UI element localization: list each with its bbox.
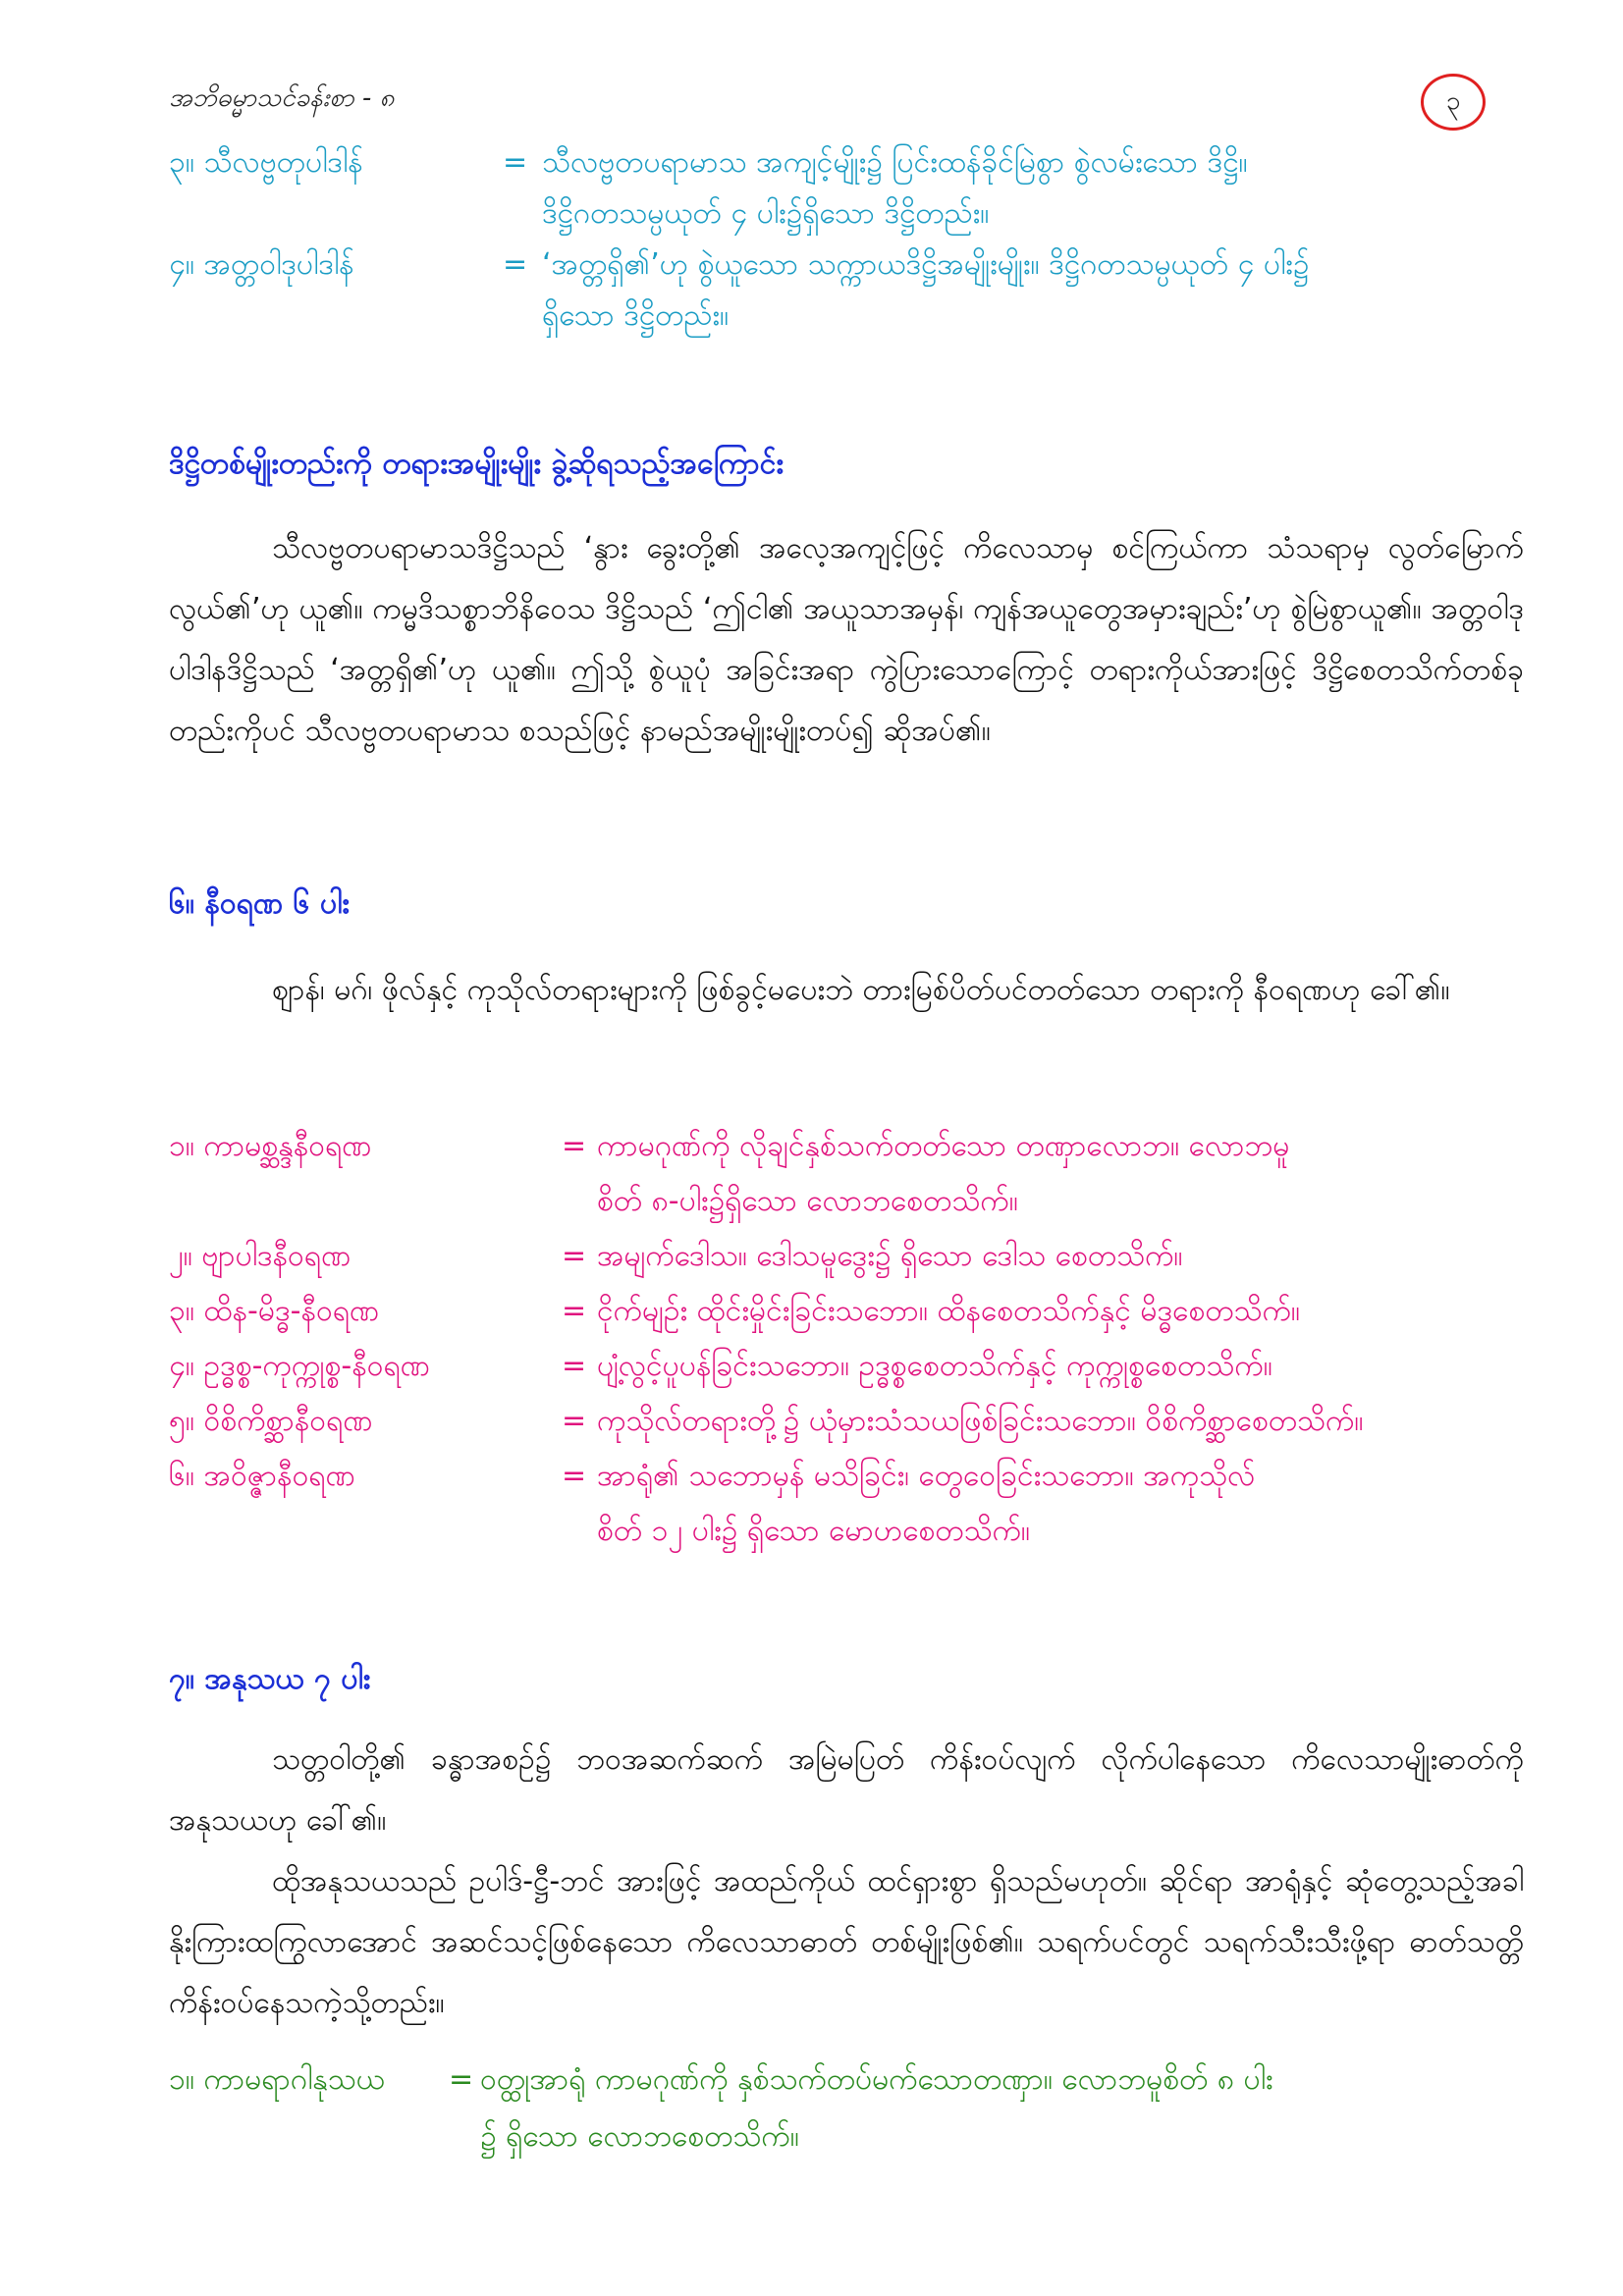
- running-head: အဘိဓမ္မာသင်ခန်းစာ - ၈: [169, 83, 395, 113]
- list-item: [169, 1449, 1524, 1559]
- section-paragraph: ထိုအနုသယသည် ဥပါဒ်-ဋ္ဌီ-ဘင် အားဖြင့် အထည်ကိုယ် ထင်ရှားစွာ ရှိသည်မဟုတ်။ ဆိုင်ရာ အာရုံနှင့် ဆုံတွေ့သည့်အခါ နိုးကြားထကြွလာအောင် အဆင်သင့်ဖြစ်နေသော ကိလေသာဓာတ် တစ်မျိုးဖြစ်၏။ သရက်ပင်တွင် သရက်သီးသီးဖို့ရာ ဓာတ်သတ္တိ ကိန်းဝပ်နေသကဲ့သို့တည်း။: [169, 1864, 1524, 2020]
- item-separator: =: [562, 1239, 587, 1273]
- section-paragraph: ဈာန်၊ မဂ်၊ ဖိုလ်နှင့် ကုသိုလ်တရားများကို ဖြစ်ခွင့်မပေးဘဲ တားမြစ်ပိတ်ပင်တတ်သော တရားကို နီဝရဏဟု ခေါ်၏။: [272, 973, 1450, 1007]
- item-body: အမျက်ဒေါသ။ ဒေါသမူဒွေး၌ ရှိသော ဒေါသ စေတသိက်။: [597, 1239, 1183, 1273]
- item-body: ပျံ့လွင့်ပူပန်ခြင်းသဘော။ ဥဒ္ဓစ္စစေတသိက်နှင့် ကုက္ကုစ္စစေတသိက်။: [597, 1349, 1272, 1383]
- definition-line: ရှိသော ဒိဋ္ဌိတည်း။: [542, 298, 730, 333]
- item-term: ၁။ ကာမရာဂါနုသယ: [169, 2062, 385, 2097]
- page-number: ၃: [1445, 85, 1461, 116]
- list-item: [169, 1119, 1524, 1229]
- item-line: ၌ ရှိသော လောဘစေတသိက်။: [480, 2119, 799, 2154]
- definition-term: ၃။ သီလဗ္ဗတုပါဒါန်: [169, 145, 363, 180]
- item-term: ၃။ ထိန-မိဒ္ဓ-နီဝရဏ: [169, 1294, 380, 1328]
- anusaya-list: [169, 2052, 1524, 2165]
- item-separator: =: [562, 1129, 587, 1163]
- section-heading: ဒိဋ္ဌိတစ်မျိုးတည်းကို တရားအမျိုးမျိုး ခွဲ့ဆိုရသည့်အကြောင်း: [169, 447, 784, 481]
- section-heading: ၆။ နီဝရဏ ၆ ပါး: [169, 886, 350, 921]
- definition-line: သီလဗ္ဗတပရာမာသ အကျင့်မျိုး၌ ပြင်းထန်ခိုင်မြဲစွာ စွဲလမ်းသော ဒိဋ္ဌိ။: [542, 145, 1248, 180]
- item-line: စိတ် ၈-ပါး၌ရှိသော လောဘစေတသိက်။: [597, 1184, 1018, 1218]
- item-separator: =: [562, 1404, 587, 1438]
- item-term: ၅။ ဝိစိကိစ္ဆာနီဝရဏ: [169, 1404, 373, 1438]
- section-heading: ၇။ အနုသယ ၇ ပါး: [169, 1662, 371, 1696]
- item-term: ၂။ ဗျာပါဒနီဝရဏ: [169, 1239, 352, 1273]
- upadana-definitions: [169, 137, 1524, 342]
- item-body: [480, 2052, 1524, 2165]
- item-body: ငိုက်မျဉ်း ထိုင်းမှိုင်းခြင်းသဘော။ ထိနစေတသိက်နှင့် မိဒ္ဓစေတသိက်။: [597, 1294, 1301, 1328]
- item-separator: =: [562, 1294, 587, 1328]
- definition-body: [542, 137, 1524, 240]
- item-term: ၆။ အဝိဇ္ဇာနီဝရဏ: [169, 1459, 355, 1493]
- item-body: ကုသိုလ်တရားတို့၌ ယုံမှားသံသယဖြစ်ခြင်းသဘော။ ဝိစိကိစ္ဆာစေတသိက်။: [597, 1404, 1364, 1438]
- list-item: [169, 1394, 1524, 1449]
- item-term: ၄။ ဥဒ္ဓစ္စ-ကုက္ကုစ္စ-နီဝရဏ: [169, 1349, 431, 1383]
- definition-separator: =: [503, 247, 528, 282]
- item-line: ကာမဂုဏ်ကို လိုချင်နှစ်သက်တတ်သော တဏှာလောဘ။ လောဘမူ: [597, 1129, 1290, 1163]
- section-paragraph: သီလဗ္ဗတပရာမာသဒိဋ္ဌိသည် ‘နွား ခွေးတို့၏ အလေ့အကျင့်ဖြင့် ကိလေသာမှ စင်ကြယ်ကာ သံသရာမှ လွတ်မြောက်လွယ်၏’ဟု ယူ၏။ ကမ္မဒိသစ္စာဘိနိဝေသ ဒိဋ္ဌိသည် ‘ဤငါ၏ အယူသာအမှန်၊ ကျန်အယူတွေအမှားချည်း’ဟု စွဲမြဲစွာယူ၏။ အတ္တဝါဒုပါဒါနဒိဋ္ဌိသည် ‘အတ္တရှိ၏’ဟု ယူ၏။ ဤသို့ စွဲယူပုံ အခြင်းအရာ ကွဲပြားသောကြောင့် တရားကိုယ်အားဖြင့် ဒိဋ္ဌိစေတသိက်တစ်ခုတည်းကိုပင် သီလဗ္ဗတပရာမာသ စသည်ဖြင့် နာမည်အမျိုးမျိုးတပ်၍ ဆိုအပ်၏။: [169, 531, 1524, 748]
- item-separator: =: [562, 1349, 587, 1383]
- definition-line: ‘အတ္တရှိ၏’ဟု စွဲယူသော သက္ကာယဒိဋ္ဌိအမျိုးမျိုး။ ဒိဋ္ဌိဂတသမ္ပယုတ် ၄ ပါး၌: [542, 247, 1310, 282]
- definition-separator: =: [503, 145, 528, 180]
- page-number-badge: [1421, 74, 1486, 131]
- list-item: [169, 2052, 1524, 2165]
- definition-line: ဒိဋ္ဌိဂတသမ္ပယုတ် ၄ ပါး၌ရှိသော ဒိဋ္ဌိတည်း။: [542, 196, 990, 231]
- definition-row: [169, 137, 1524, 240]
- item-line: ဝတ္ထုအာရုံ ကာမဂုဏ်ကို နှစ်သက်တပ်မက်သောတဏှာ။ လောဘမူစိတ် ၈ ပါး: [480, 2062, 1273, 2097]
- item-separator: =: [449, 2062, 474, 2097]
- definition-term: ၄။ အတ္တဝါဒုပါဒါန်: [169, 247, 354, 282]
- list-item: [169, 1229, 1524, 1284]
- item-separator: =: [562, 1459, 587, 1493]
- list-item: [169, 1339, 1524, 1394]
- item-term: ၁။ ကာမစ္ဆန္ဒနီဝရဏ: [169, 1129, 372, 1163]
- item-body: [597, 1119, 1524, 1229]
- nivarana-list: [169, 1119, 1524, 1559]
- definition-row: [169, 240, 1524, 342]
- definition-body: [542, 240, 1524, 342]
- item-body: [597, 1449, 1524, 1559]
- section-paragraph: သတ္တဝါတို့၏ ခန္ဓာအစဉ်၌ ဘဝအဆက်ဆက် အမြဲမပြတ် ကိန်းဝပ်လျက် လိုက်ပါနေသော ကိလေသာမျိုးဓာတ်ကို အနုသယဟု ခေါ်၏။: [169, 1742, 1524, 1838]
- list-item: [169, 1284, 1524, 1339]
- item-line: စိတ် ၁၂ ပါး၌ ရှိသော မောဟစေတသိက်။: [597, 1514, 1031, 1548]
- item-line: အာရုံ၏ သဘောမှန် မသိခြင်း၊ တွေဝေခြင်းသဘော။ အကုသိုလ်: [597, 1459, 1256, 1493]
